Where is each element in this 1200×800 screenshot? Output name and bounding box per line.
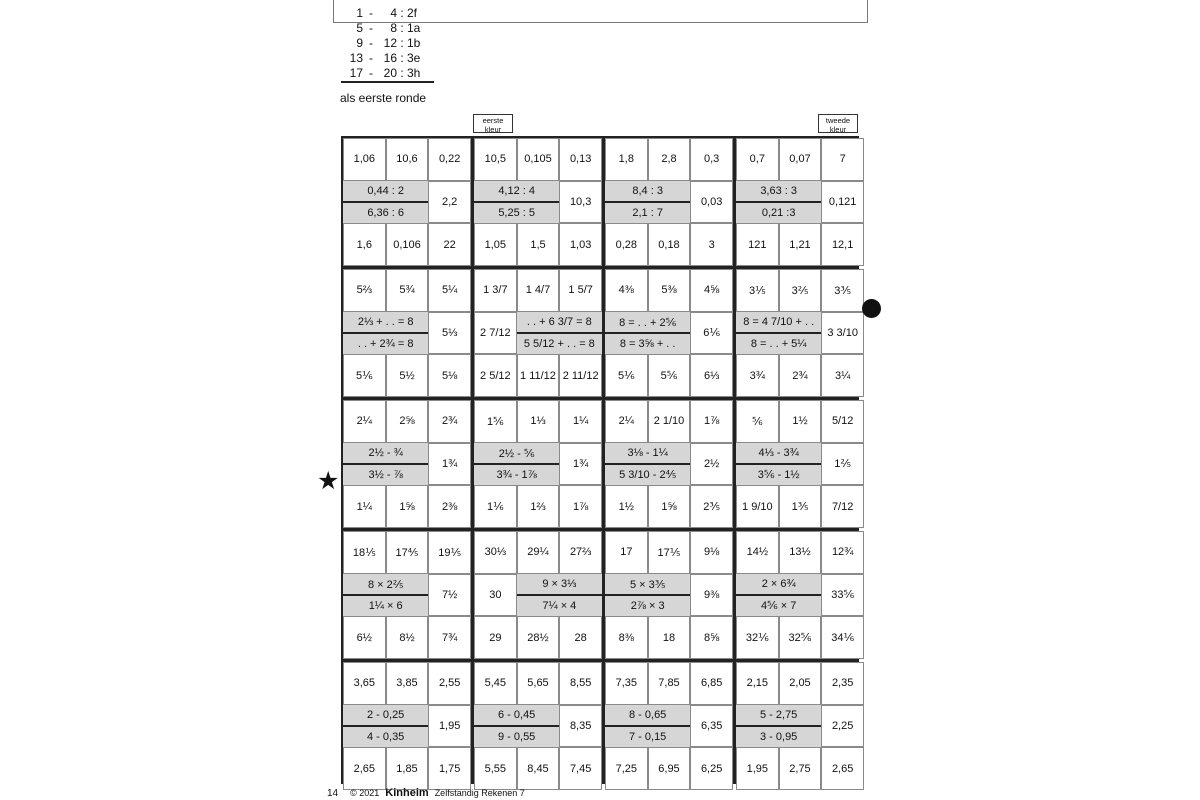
exercise-divider — [736, 594, 821, 596]
exercise-divider — [474, 201, 559, 203]
number-cell: 1⅞ — [690, 400, 733, 443]
number-cell: 3¼ — [821, 354, 864, 397]
number-cell: 2,65 — [343, 747, 386, 790]
number-cell: 2¼ — [605, 400, 648, 443]
number-cell: 1,06 — [343, 138, 386, 181]
exercise-cell: 8 = 3⅝ + . . — [605, 333, 690, 354]
number-cell: 32⅚ — [779, 616, 822, 659]
number-cell: 8⅜ — [605, 616, 648, 659]
book-title: Zelfstandig Rekenen 7 — [434, 788, 525, 798]
key-dash: - — [369, 5, 373, 20]
exercise-cell: 2,1 : 7 — [605, 202, 690, 223]
key-row — [341, 5, 441, 20]
exercise-divider — [605, 594, 690, 596]
exercise-cell: 4 - 0,35 — [343, 726, 428, 747]
number-cell: 18 — [648, 616, 691, 659]
answer-cell: 1,95 — [428, 705, 471, 748]
number-cell: 1,85 — [386, 747, 429, 790]
number-cell: 1,75 — [428, 747, 471, 790]
puzzle-block — [605, 662, 733, 790]
key-colon: : — [400, 35, 404, 50]
exercise-divider — [605, 332, 690, 334]
exercise-cell: 7 - 0,15 — [605, 726, 690, 747]
number-cell: 7,35 — [605, 662, 648, 705]
number-cell: 5¾ — [386, 269, 429, 312]
number-cell: 5⅙ — [605, 354, 648, 397]
key-dash: - — [369, 50, 373, 65]
number-cell: 0,07 — [779, 138, 822, 181]
number-cell: 19⅕ — [428, 531, 471, 574]
exercise-cell: 5 × 3⅗ — [605, 574, 690, 595]
exercise-divider — [736, 463, 821, 465]
number-cell: 2,55 — [428, 662, 471, 705]
answer-cell: 1⅖ — [821, 443, 864, 486]
exercise-cell: 3⅛ - 1¼ — [605, 443, 690, 464]
number-cell: 12,1 — [821, 223, 864, 266]
exercise-divider — [736, 201, 821, 203]
key-to: 20 — [383, 65, 397, 80]
exercise-cell: 3⅚ - 1½ — [736, 464, 821, 485]
number-cell: 5½ — [386, 354, 429, 397]
number-cell: 7,45 — [559, 747, 602, 790]
number-cell: 6⅓ — [690, 354, 733, 397]
exercise-cell: 8 = . . + 5¼ — [736, 333, 821, 354]
puzzle-block — [736, 400, 864, 528]
number-cell: 1¼ — [559, 400, 602, 443]
number-cell: 0,3 — [690, 138, 733, 181]
number-cell: 10,6 — [386, 138, 429, 181]
number-cell: 3⅖ — [779, 269, 822, 312]
number-cell: 0,22 — [428, 138, 471, 181]
key-dash: - — [369, 20, 373, 35]
number-cell: 5⅙ — [343, 354, 386, 397]
number-cell: 7 — [821, 138, 864, 181]
number-cell: 1 4/7 — [517, 269, 560, 312]
number-cell: 1⅗ — [779, 485, 822, 528]
answer-cell: 6,35 — [690, 705, 733, 748]
block-divider-horizontal — [343, 659, 857, 662]
puzzle-block — [474, 662, 602, 790]
exercise-cell: 2½ - ⅚ — [474, 443, 559, 464]
key-dash: - — [369, 65, 373, 80]
number-cell: 1⅓ — [517, 400, 560, 443]
number-cell: 14½ — [736, 531, 779, 574]
number-cell: 1⅝ — [386, 485, 429, 528]
answer-cell: 1¾ — [559, 443, 602, 486]
block-divider-vertical — [602, 138, 605, 782]
answer-cell: 2,25 — [821, 705, 864, 748]
number-cell: 1 9/10 — [736, 485, 779, 528]
copyright: © 2021 — [350, 788, 380, 798]
exercise-cell: 5 5/12 + . . = 8 — [517, 333, 602, 354]
key-row — [341, 50, 441, 65]
key-from: 1 — [356, 5, 363, 20]
key-from: 17 — [349, 65, 363, 80]
answer-cell: 2 7/12 — [474, 312, 517, 355]
answer-cell: 6⅙ — [690, 312, 733, 355]
exercise-cell: 3¾ - 1⅞ — [474, 464, 559, 485]
exercise-divider — [736, 332, 821, 334]
number-cell: 1,5 — [517, 223, 560, 266]
puzzle-block — [343, 662, 471, 790]
number-cell: 8⅝ — [690, 616, 733, 659]
exercise-cell: 6,36 : 6 — [343, 202, 428, 223]
number-cell: 5,65 — [517, 662, 560, 705]
answer-cell: 0,03 — [690, 181, 733, 224]
exercise-cell: 8 - 0,65 — [605, 705, 690, 726]
number-cell: 2¾ — [428, 400, 471, 443]
first-color-header — [473, 114, 513, 133]
header-line: tweede — [825, 116, 851, 125]
exercise-cell: 8 × 2⅖ — [343, 574, 428, 595]
exercise-cell: 1¼ × 6 — [343, 595, 428, 616]
block-divider-vertical — [733, 138, 736, 782]
key-to: 16 — [383, 50, 397, 65]
second-color-header — [818, 114, 858, 133]
number-cell: 5⅚ — [648, 354, 691, 397]
number-cell: 8,45 — [517, 747, 560, 790]
exercise-divider — [343, 725, 428, 727]
black-dot-marker — [862, 299, 881, 318]
exercise-cell: 7¼ × 4 — [517, 595, 602, 616]
number-cell: 18⅕ — [343, 531, 386, 574]
number-cell: 5,55 — [474, 747, 517, 790]
number-cell: 7,25 — [605, 747, 648, 790]
exercise-cell: 0,21 :3 — [736, 202, 821, 223]
key-set: 1b — [407, 35, 421, 50]
number-cell: 5/12 — [821, 400, 864, 443]
exercise-divider — [517, 594, 602, 596]
number-cell: 5⅛ — [428, 354, 471, 397]
number-cell: 121 — [736, 223, 779, 266]
number-cell: 1⅙ — [474, 485, 517, 528]
puzzle-block — [605, 138, 733, 266]
number-cell: 22 — [428, 223, 471, 266]
number-cell: 30⅓ — [474, 531, 517, 574]
key-to: 12 — [383, 35, 397, 50]
exercise-cell: 9 - 0,55 — [474, 726, 559, 747]
exercise-cell: . . + 2¾ = 8 — [343, 333, 428, 354]
exercise-cell: 5 3/10 - 2⅘ — [605, 464, 690, 485]
exercise-divider — [343, 463, 428, 465]
exercise-cell: 4,12 : 4 — [474, 181, 559, 202]
block-divider-horizontal — [343, 397, 857, 400]
number-cell: 2 5/12 — [474, 354, 517, 397]
key-from: 13 — [349, 50, 363, 65]
header-line: kleur — [829, 125, 847, 134]
exercise-cell: 3,63 : 3 — [736, 181, 821, 202]
key-divider — [341, 81, 434, 83]
number-cell: 1½ — [605, 485, 648, 528]
number-cell: 28 — [559, 616, 602, 659]
exercise-cell: 5,25 : 5 — [474, 202, 559, 223]
puzzle-block — [474, 269, 602, 397]
answer-cell: 5⅓ — [428, 312, 471, 355]
number-cell: 1⅝ — [648, 485, 691, 528]
number-cell: 1⅔ — [517, 485, 560, 528]
puzzle-grid — [341, 136, 859, 784]
exercise-cell: 2⅞ × 3 — [605, 595, 690, 616]
number-cell: 2,35 — [821, 662, 864, 705]
puzzle-block — [343, 400, 471, 528]
number-cell: 9⅛ — [690, 531, 733, 574]
number-cell: 1,6 — [343, 223, 386, 266]
number-cell: 7/12 — [821, 485, 864, 528]
key-set: 3e — [407, 50, 421, 65]
number-cell: 29¼ — [517, 531, 560, 574]
key-colon: : — [400, 65, 404, 80]
key-dash: - — [369, 35, 373, 50]
puzzle-block — [474, 531, 602, 659]
number-cell: 2⅜ — [428, 485, 471, 528]
publisher-logo: Kinheim — [385, 787, 429, 799]
number-cell: 0,106 — [386, 223, 429, 266]
page-number: 14 — [327, 787, 339, 799]
exercise-divider — [474, 463, 559, 465]
number-cell: 2¾ — [779, 354, 822, 397]
number-cell: 7¾ — [428, 616, 471, 659]
number-cell: 5⅔ — [343, 269, 386, 312]
number-cell: 6½ — [343, 616, 386, 659]
number-cell: 5,45 — [474, 662, 517, 705]
number-cell: 4⅜ — [605, 269, 648, 312]
exercise-cell: 0,44 : 2 — [343, 181, 428, 202]
number-cell: 2,65 — [821, 747, 864, 790]
number-cell: 1,95 — [736, 747, 779, 790]
puzzle-block — [736, 531, 864, 659]
number-cell: 1 3/7 — [474, 269, 517, 312]
key-from: 9 — [356, 35, 363, 50]
key-set: 3h — [407, 65, 421, 80]
number-cell: 2,05 — [779, 662, 822, 705]
key-to: 4 — [390, 5, 397, 20]
puzzle-block — [736, 269, 864, 397]
exercise-divider — [517, 332, 602, 334]
exercise-cell: 6 - 0,45 — [474, 705, 559, 726]
puzzle-block — [474, 138, 602, 266]
header-line: eerste — [482, 116, 504, 125]
answer-cell: 3 3/10 — [821, 312, 864, 355]
header-line: kleur — [484, 125, 502, 134]
number-cell: 1,05 — [474, 223, 517, 266]
number-cell: 2⅝ — [386, 400, 429, 443]
puzzle-block — [736, 138, 864, 266]
number-cell: 6,25 — [690, 747, 733, 790]
exercise-divider — [736, 725, 821, 727]
number-cell: 34⅙ — [821, 616, 864, 659]
exercise-cell: 2½ - ¾ — [343, 443, 428, 464]
exercise-cell: 3½ - ⅞ — [343, 464, 428, 485]
exercise-cell: . . + 6 3/7 = 8 — [517, 312, 602, 333]
number-cell: 1 5/7 — [559, 269, 602, 312]
number-cell: 2,8 — [648, 138, 691, 181]
key-set: 2f — [407, 5, 418, 20]
number-cell: 17⅕ — [648, 531, 691, 574]
number-cell: 6,95 — [648, 747, 691, 790]
block-divider-horizontal — [343, 528, 857, 531]
number-cell: 3 — [690, 223, 733, 266]
star-icon: ★ — [317, 467, 340, 495]
number-cell: 0,13 — [559, 138, 602, 181]
page-footer — [327, 787, 525, 799]
exercise-cell: 5 - 2,75 — [736, 705, 821, 726]
exercise-cell: 2 × 6¾ — [736, 574, 821, 595]
number-cell: 8,55 — [559, 662, 602, 705]
number-cell: 17 — [605, 531, 648, 574]
answer-cell: 0,121 — [821, 181, 864, 224]
block-divider-horizontal — [343, 266, 857, 269]
number-cell: 1,21 — [779, 223, 822, 266]
number-cell: 32⅙ — [736, 616, 779, 659]
number-cell: 1¼ — [343, 485, 386, 528]
number-cell: 3,85 — [386, 662, 429, 705]
exercise-divider — [605, 725, 690, 727]
exercise-cell: 2 - 0,25 — [343, 705, 428, 726]
number-cell: 3⅗ — [821, 269, 864, 312]
number-cell: 2 1/10 — [648, 400, 691, 443]
answer-key — [341, 5, 441, 80]
key-colon: : — [400, 5, 404, 20]
number-cell: 13½ — [779, 531, 822, 574]
number-cell: 2,75 — [779, 747, 822, 790]
puzzle-block — [343, 138, 471, 266]
number-cell: 2⅗ — [690, 485, 733, 528]
key-from: 5 — [356, 20, 363, 35]
exercise-divider — [474, 725, 559, 727]
key-set: 1a — [407, 20, 421, 35]
exercise-cell: 9 × 3⅓ — [517, 574, 602, 595]
number-cell: 0,7 — [736, 138, 779, 181]
number-cell: 3⅕ — [736, 269, 779, 312]
number-cell: 8½ — [386, 616, 429, 659]
key-row — [341, 65, 441, 80]
number-cell: 0,28 — [605, 223, 648, 266]
puzzle-block — [605, 400, 733, 528]
key-colon: : — [400, 20, 404, 35]
number-cell: 7,85 — [648, 662, 691, 705]
number-cell: ⅚ — [736, 400, 779, 443]
key-row — [341, 35, 441, 50]
number-cell: 2 11/12 — [559, 354, 602, 397]
exercise-cell: 2⅓ + . . = 8 — [343, 312, 428, 333]
puzzle-block — [474, 400, 602, 528]
answer-cell: 1¾ — [428, 443, 471, 486]
number-cell: 1⅞ — [559, 485, 602, 528]
number-cell: 3,65 — [343, 662, 386, 705]
puzzle-block — [736, 662, 864, 790]
exercise-cell: 8 = . . + 2⅚ — [605, 312, 690, 333]
number-cell: 6,85 — [690, 662, 733, 705]
round-note: als eerste ronde — [340, 91, 427, 105]
number-cell: 28½ — [517, 616, 560, 659]
exercise-divider — [343, 332, 428, 334]
answer-cell: 7½ — [428, 574, 471, 617]
exercise-divider — [605, 201, 690, 203]
puzzle-block — [605, 531, 733, 659]
number-cell: 5¼ — [428, 269, 471, 312]
number-cell: 1 11/12 — [517, 354, 560, 397]
exercise-cell: 8 = 4 7/10 + . . — [736, 312, 821, 333]
answer-cell: 10,3 — [559, 181, 602, 224]
puzzle-block — [343, 269, 471, 397]
answer-cell: 9⅜ — [690, 574, 733, 617]
number-cell: 0,18 — [648, 223, 691, 266]
exercise-divider — [343, 594, 428, 596]
number-cell: 2,15 — [736, 662, 779, 705]
number-cell: 5⅜ — [648, 269, 691, 312]
number-cell: 12¾ — [821, 531, 864, 574]
exercise-divider — [605, 463, 690, 465]
exercise-divider — [343, 201, 428, 203]
number-cell: 4⅝ — [690, 269, 733, 312]
number-cell: 0,105 — [517, 138, 560, 181]
key-row — [341, 20, 441, 35]
answer-cell: 30 — [474, 574, 517, 617]
number-cell: 29 — [474, 616, 517, 659]
number-cell: 1,8 — [605, 138, 648, 181]
answer-cell: 33⅚ — [821, 574, 864, 617]
number-cell: 10,5 — [474, 138, 517, 181]
puzzle-block — [605, 269, 733, 397]
number-cell: 1,03 — [559, 223, 602, 266]
exercise-cell: 8,4 : 3 — [605, 181, 690, 202]
key-to: 8 — [390, 20, 397, 35]
answer-cell: 2,2 — [428, 181, 471, 224]
number-cell: 1⅚ — [474, 400, 517, 443]
puzzle-block — [343, 531, 471, 659]
number-cell: 3¾ — [736, 354, 779, 397]
answer-cell: 8,35 — [559, 705, 602, 748]
answer-cell: 2½ — [690, 443, 733, 486]
number-cell: 2¼ — [343, 400, 386, 443]
number-cell: 27⅔ — [559, 531, 602, 574]
block-divider-vertical — [471, 138, 474, 782]
exercise-cell: 4⅓ - 3¾ — [736, 443, 821, 464]
number-cell: 17⅘ — [386, 531, 429, 574]
exercise-cell: 3 - 0,95 — [736, 726, 821, 747]
key-colon: : — [400, 50, 404, 65]
number-cell: 1½ — [779, 400, 822, 443]
exercise-cell: 4⅚ × 7 — [736, 595, 821, 616]
